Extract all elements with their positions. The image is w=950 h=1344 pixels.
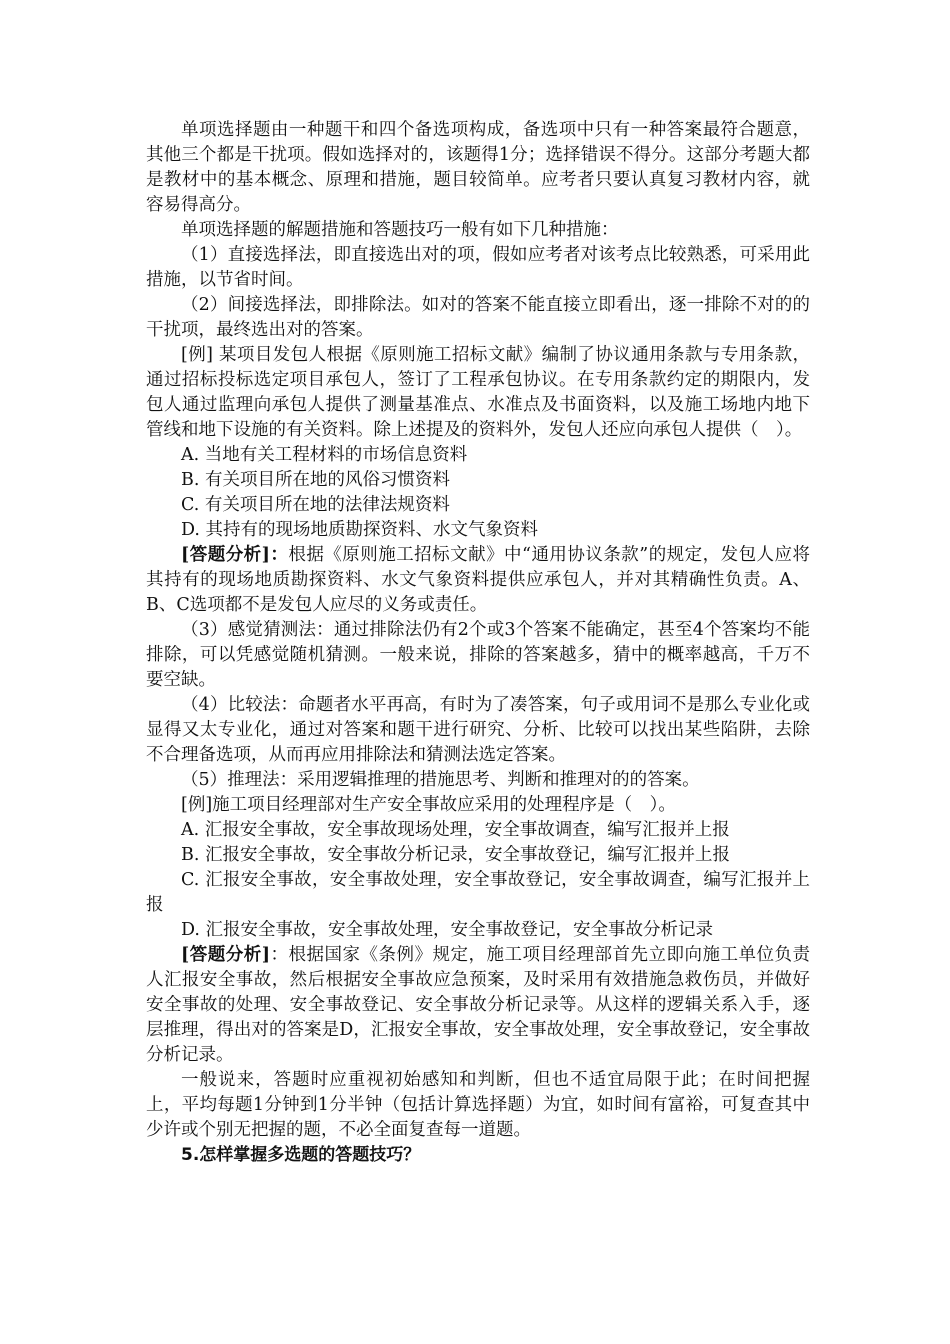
method-compare: （4）比较法：命题者水平再高，有时为了凑答案，句子或用词不是那么专业化或显得又太专业化，通过对答案和题干进行研究、分析、比较可以找出某些陷阱，去除不合理备选项，从而再应用排除法和猜测法选定答案。 <box>146 695 810 765</box>
section-heading: 5.怎样掌握多选题的答题技巧？ <box>181 1145 421 1165</box>
example-1-option-b: B. 有关项目所在地的风俗习惯资料 <box>181 470 450 490</box>
document-page <box>146 118 810 1168</box>
example-1-question: [例] 某项目发包人根据《原则施工招标文献》编制了协议通用条款与专用条款，通过招标投标选定项目承包人，签订了工程承包协议。在专用条款约定的期限内，发包人通过监理向承包人提供了测量基准点、水准点及书面资料，以及施工场地内地下管线和地下设施的有关资料。除上述提及的资料外，发包人还应向承包人提供（ ）。 <box>146 345 810 440</box>
example-1-analysis <box>146 543 810 618</box>
method-direct: （1）直接选择法，即直接选出对的项，假如应考者对该考点比较熟悉，可采用此措施，以节省时间。 <box>146 245 810 290</box>
method-reasoning: （5）推理法：采用逻辑推理的措施思考、判断和推理对的的答案。 <box>181 770 700 790</box>
example-1-option-c: C. 有关项目所在地的法律法规资料 <box>181 495 450 515</box>
analysis-text: 根据《原则施工招标文献》中“通用协议条款”的规定，发包人应将其持有的现场地质勘探资料、水文气象资料提供应承包人，并对其精确性负责。A、B、C选项都不是发包人应尽的义务或责任。 <box>146 545 810 615</box>
analysis-text: ：根据国家《条例》规定，施工项目经理部首先立即向施工单位负责人汇报安全事故，然后根据安全事故应急预案，及时采用有效措施急救伤员，并做好安全事故的处理、安全事故登记、安全事故分析记录等。从这样的逻辑关系入手，逐层推理，得出对的答案是D，汇报安全事故，安全事故处理，安全事故登记，安全事故分析记录。 <box>146 945 811 1065</box>
analysis-label: [答题分析] <box>181 945 271 965</box>
analysis-label: [答题分析]： <box>181 545 289 565</box>
example-1-option-a: A. 当地有关工程材料的市场信息资料 <box>181 445 468 465</box>
methods-intro: 单项选择题的解题措施和答题技巧一般有如下几种措施： <box>181 220 619 240</box>
intro-paragraph: 单项选择题由一种题干和四个备选项构成，备选项中只有一种答案最符合题意，其他三个都是干扰项。假如选择对的，该题得1分；选择错误不得分。这部分考题大都是教材中的基本概念、原理和措施，题目较简单。应考者只要认真复习教材内容，就容易得高分。 <box>146 120 810 215</box>
example-2-question: [例]施工项目经理部对生产安全事故应采用的处理程序是（ ）。 <box>181 795 676 815</box>
example-2-option-d: D. 汇报安全事故，安全事故处理，安全事故登记，安全事故分析记录 <box>181 920 714 940</box>
example-2-option-c: C. 汇报安全事故，安全事故处理，安全事故登记，安全事故调查，编写汇报并上报 <box>146 870 810 915</box>
timing-advice: 一般说来，答题时应重视初始感知和判断，但也不适宜局限于此；在时间把握上，平均每题1分钟到1分半钟（包括计算选择题）为宜，如时间有富裕，可复查其中少许或个别无把握的题，不必全面复查每一道题。 <box>146 1070 810 1140</box>
example-2-option-b: B. 汇报安全事故，安全事故分析记录，安全事故登记，编写汇报并上报 <box>181 845 730 865</box>
method-indirect: （2）间接选择法，即排除法。如对的答案不能直接立即看出，逐一排除不对的的干扰项，最终选出对的答案。 <box>146 295 810 340</box>
example-1-option-d: D. 其持有的现场地质勘探资料、水文气象资料 <box>181 520 539 540</box>
method-guess: （3）感觉猜测法：通过排除法仍有2个或3个答案不能确定，甚至4个答案均不能排除，可以凭感觉随机猜测。一般来说，排除的答案越多，猜中的概率越高，千万不要空缺。 <box>146 620 810 690</box>
example-2-option-a: A. 汇报安全事故，安全事故现场处理，安全事故调查，编写汇报并上报 <box>181 820 730 840</box>
example-2-analysis <box>146 943 810 1068</box>
